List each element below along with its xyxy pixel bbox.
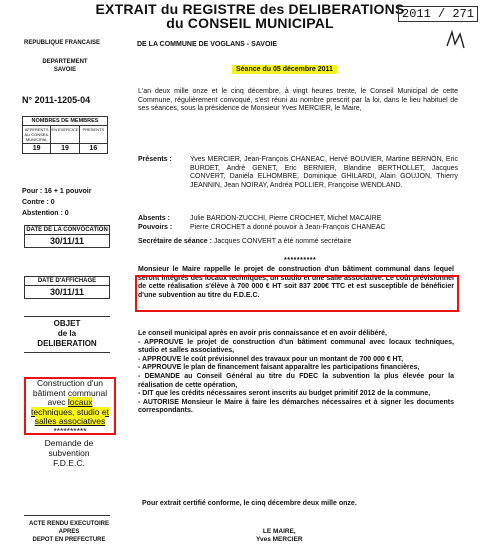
votes-abstention: Abstention : 0 (22, 210, 69, 217)
present-label: Présents : (138, 156, 172, 163)
members-col-presents: PRESENTS (79, 126, 107, 143)
resolution-line: - APPROUVE le coût prévisionnel des travaux pour un montant de 700 000 € HT, (138, 355, 404, 363)
resolution-line: - DEMANDE au Conseil Général au titre du FDEC la subvention la plus élevée pour la réalisation de cette opération, (138, 372, 454, 389)
votes-contre: Contre : 0 (22, 199, 55, 206)
title-line-2: du CONSEIL MUNICIPAL (166, 15, 334, 31)
members-values (23, 144, 107, 153)
subject-line-1: Construction d'un (37, 378, 103, 388)
acte-line-1: ACTE RENDU EXECUTOIRE (29, 521, 109, 527)
maire-title: LE MAIRE, (262, 528, 296, 535)
objet-heading (24, 319, 110, 349)
demande-line-3: F.D.E.C. (53, 458, 85, 468)
affichage-date: 30/11/11 (49, 287, 85, 297)
objet-line-2: de la (57, 329, 77, 338)
resolution-line: - APPROUVE le plan de financement faisant apparaître les participations financières, (138, 364, 420, 372)
present-names: Yves MERCIER, Jean-François CHANEAC, Hervé BOUVIER, Martine BERNON, Eric BURDET, André GENET, Eric BERNIER, Blandine BERTHOLLET, Jacques CONVERT, Daniéla ELHOMBRE, Dominique GHILARDI, Alain GOUJON, Thierry JEANNIN, Jean NOIRAY, Andréa POLLIER, Françoise WENDLAND. (190, 156, 458, 189)
highlight-box-projet (135, 275, 459, 312)
subject-highlight-2: techniques, studio et (31, 406, 109, 417)
absent-row (138, 214, 468, 223)
divider (24, 352, 110, 353)
objet-line-3: DELIBERATION (37, 339, 97, 348)
members-val-exercice: 19 (50, 144, 78, 153)
convocation-box (24, 225, 110, 248)
objet-line-1: OBJET (53, 319, 81, 328)
members-col-afferents: AFFERENTS AU CONSEIL MUNICIPAL (24, 127, 49, 142)
intro-paragraph: L'an deux mille onze et le cinq décembre, à vingt heures trente, le Conseil Municipal de cette Commune, régulièrement convoqué, s'est réuni au nombre prescrit par la loi, dans le lieu habituel de ses séances, sous la présidence de Monsieur Yves MERCIER, le Maire, (138, 88, 458, 113)
projet-paragraph: Monsieur le Maire rappelle le projet de construction d'un bâtiment communal dans lequel seront intégrés des locaux techniques, un studio et une salle associative. Le coût prévisionnel de cette réalisation s'élève à 700 000 € HT soit 837 200€ TTC et est susceptible de bénéficier d'une subvention au titre du F.D.E.C. (138, 266, 454, 299)
demande-line-2: subvention (48, 448, 90, 458)
demande-block (24, 438, 114, 468)
members-columns (23, 126, 107, 144)
commune-name: DE LA COMMUNE DE VOGLANS - SAVOIE (137, 41, 278, 48)
separator-stars: ********** (284, 257, 317, 264)
departement-value: SAVOIE (53, 67, 77, 73)
acte-executoire (24, 520, 114, 544)
affichage-box (24, 276, 110, 299)
demande-line-1: Demande de (44, 438, 94, 448)
members-val-afferents: 19 (32, 145, 41, 152)
absent-label: Absents : (138, 215, 170, 222)
votes-block (22, 186, 91, 219)
pour-extrait: Pour extrait certifié conforme, le cinq décembre deux mille onze. (142, 500, 357, 507)
subject-stars: ********** (53, 425, 87, 436)
convocation-date: 30/11/11 (49, 236, 85, 246)
departement-block (24, 58, 106, 74)
acte-line-2: APRES (58, 529, 80, 535)
resolution-block (138, 330, 454, 416)
pouvoirs-row (138, 223, 468, 232)
divider (24, 316, 110, 317)
subject-line-2: bâtiment communal (32, 387, 108, 398)
secretaire-label: Secrétaire de séance : (138, 238, 212, 245)
initials-mark-icon (444, 28, 468, 52)
subject-highlight-1: locaux (67, 397, 93, 407)
absent-names: Julie BARDON-ZUCCHI, Pierre CROCHET, Michel MACAIRE (190, 215, 382, 222)
votes-pour: Pour : 16 + 1 pouvoir (22, 188, 92, 195)
seance-date: Séance du 05 décembre 2011 (232, 65, 337, 74)
departement-label: DEPARTEMENT (42, 59, 88, 65)
resolution-line: - DIT que les crédits nécessaires seront inscrits au budget primitif 2012 de la commune, (138, 390, 431, 398)
republique-label: REPUBLIQUE FRANCAISE (24, 40, 101, 46)
title-line-1: EXTRAIT du REGISTRE des DELIBERATIONS (95, 1, 405, 17)
maire-name: Yves MERCIER (256, 536, 303, 543)
deliberation-number: N° 2011-1205-04 (22, 95, 91, 105)
resolution-line: - AUTORISE Monsieur le Maire à faire les démarches nécessaires et à signer les documents correspondants. (138, 398, 454, 415)
members-table (22, 116, 108, 154)
pouvoirs-label: Pouvoirs : (138, 224, 173, 231)
subject-highlight-3: salles associatives (34, 416, 106, 426)
secretaire-text: Jacques CONVERT a été nommé secrétaire (213, 238, 352, 245)
reference-number: 2011 / 271 (398, 6, 478, 22)
pouvoirs-text: Pierre CROCHET a donné pouvoir à Jean-François CHANEAC (190, 224, 386, 231)
subject-block (26, 379, 114, 436)
present-block (138, 156, 458, 190)
secretaire-line (138, 238, 351, 245)
resolution-line: - APPROUVE le projet de construction d'un bâtiment communal avec locaux techniques, studio et salles associatives, (138, 338, 454, 355)
members-col-exercice: EN EXERCICE (50, 126, 78, 143)
acte-line-3: DEPOT EN PREFECTURE (32, 537, 106, 543)
maire-signature-block (256, 528, 303, 544)
members-header: NOMBRES DE MEMBRES (23, 117, 107, 126)
members-val-presents: 16 (79, 144, 107, 153)
affichage-label: DATE D'AFFICHAGE (25, 277, 109, 286)
absent-block (138, 214, 468, 232)
resolution-line: Le conseil municipal après en avoir pris connaissance et en avoir délibéré, (138, 330, 387, 337)
convocation-label: DATE DE LA CONVOCATION (26, 227, 108, 233)
divider (24, 515, 110, 516)
subject-avec: avec (47, 397, 68, 407)
